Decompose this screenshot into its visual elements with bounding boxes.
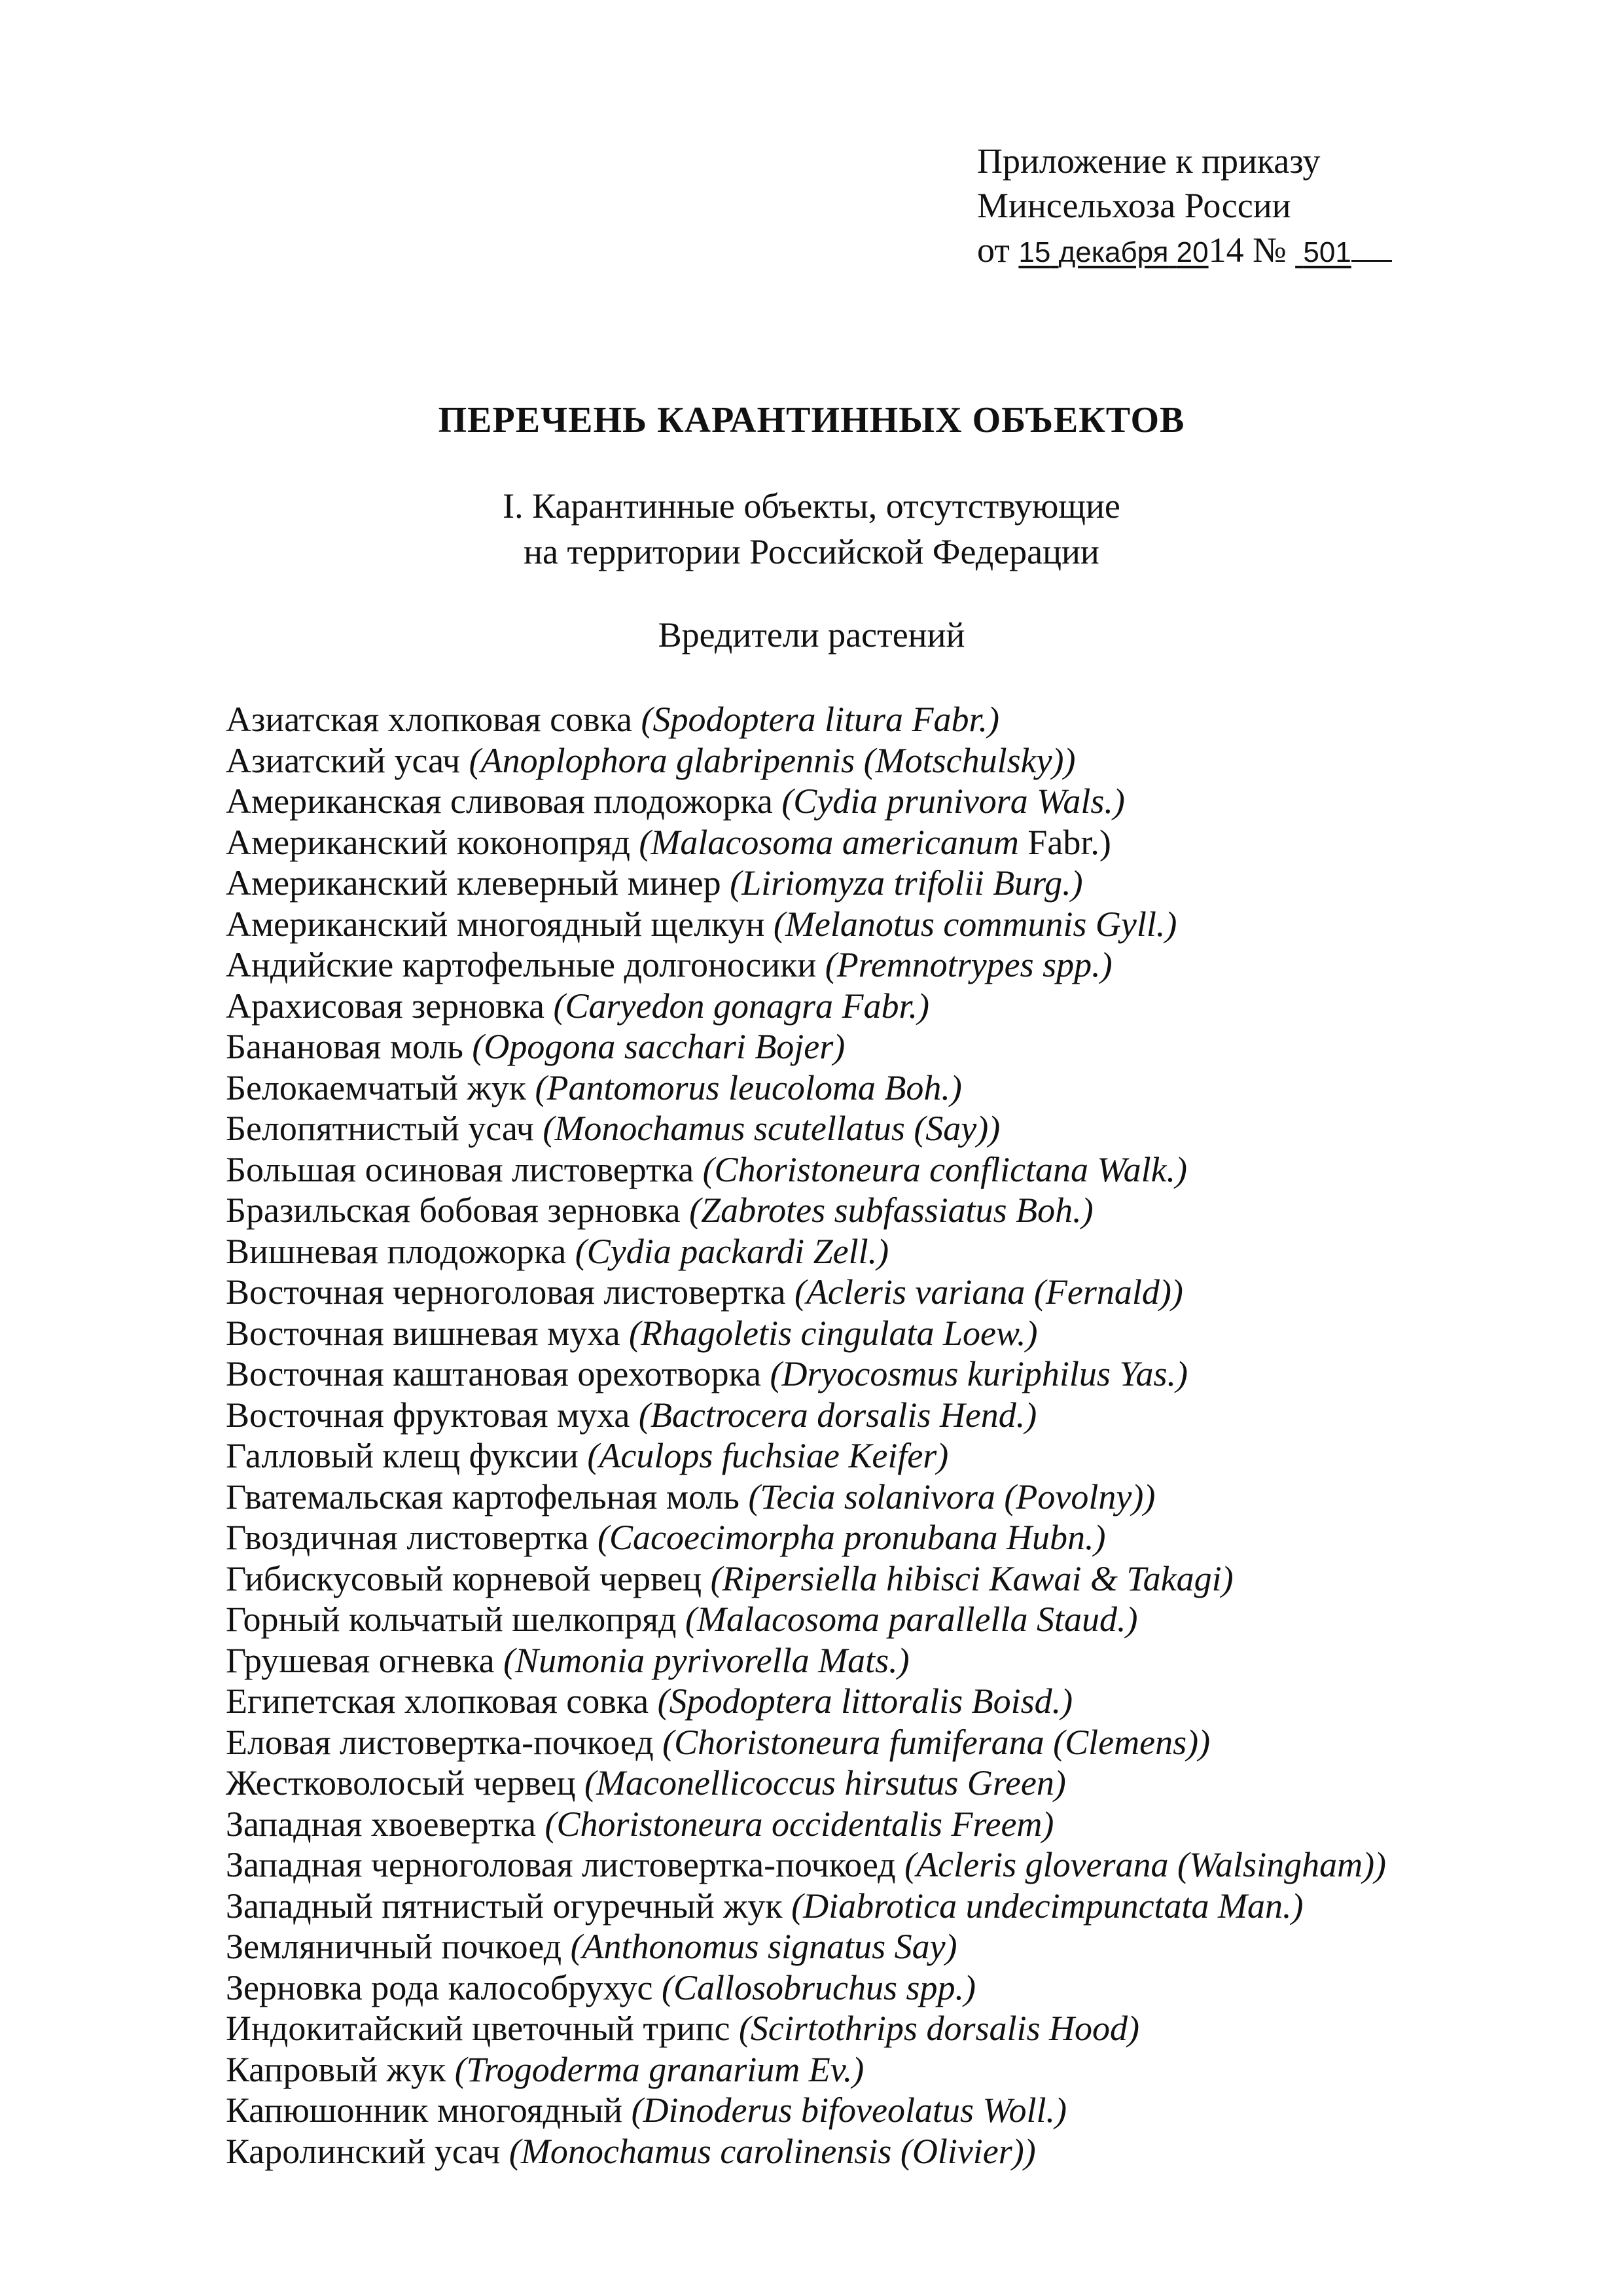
pest-latin-name: (Trogoderma granarium Ev.) [454,2049,865,2089]
list-item [226,1722,1386,1763]
pest-latin-name: (Tecia solanivora (Povolny)) [748,1477,1156,1516]
list-item [226,1640,1386,1681]
pest-common-name: Горный кольчатый шелкопряд [226,1600,677,1639]
pest-common-name: Галловый клещ фуксии [226,1436,579,1475]
list-item [226,740,1386,781]
pest-latin-name: (Bactrocera dorsalis Hend.) [638,1395,1037,1435]
pest-latin-name: (Cacoecimorpha pronubana Hubn.) [597,1518,1106,1557]
section-heading [0,483,1623,575]
annex-date-year: 20 [1176,236,1209,268]
pest-latin-name: (Melanotus communis Gyll.) [773,904,1177,944]
pest-latin-name: (Premnotrypes spp.) [825,945,1113,984]
pest-common-name: Большая осиновая листовертка [226,1149,694,1189]
pest-common-name: Бразильская бобовая зерновка [226,1191,681,1230]
list-item [226,2131,1386,2172]
pest-common-name: Еловая листовертка-почкоед [226,1722,654,1762]
list-item [226,1149,1386,1191]
pest-latin-name: (Pantomorus leucoloma Boh.) [535,1067,962,1107]
pest-common-name: Индокитайский цветочный трипс [226,2009,730,2048]
list-item [226,1354,1386,1395]
pest-common-name: Восточная фруктовая муха [226,1395,630,1435]
pest-common-name: Американская сливовая плодожорка [226,781,773,821]
pest-latin-name: (Spodoptera littoralis Boisd.) [657,1681,1073,1721]
pest-latin-name: (Monochamus scutellatus (Say)) [543,1109,1001,1148]
list-item [226,781,1386,822]
pest-common-name: Гибискусовый корневой червец [226,1558,702,1598]
pest-latin-name: (Maconellicoccus hirsutus Green) [584,1763,1066,1803]
pest-latin-name: (Numonia pyrivorella Mats.) [503,1640,910,1680]
list-item [226,699,1386,740]
pest-latin-name: (Monochamus carolinensis (Olivier)) [508,2131,1036,2171]
pest-latin-name: (Malacosoma americanum [639,822,1019,862]
pest-common-name: Каролинский усач [226,2131,501,2171]
annex-date-month: декабря [1058,236,1169,268]
pest-latin-name: (Acleris variana (Fernald)) [794,1272,1183,1312]
list-item [226,1395,1386,1436]
pest-latin-name: (Anthonomus signatus Say) [570,1927,957,1966]
list-item [226,1599,1386,1640]
document-title: ПЕРЕЧЕНЬ КАРАНТИННЫХ ОБЪЕКТОВ [438,400,1185,440]
annex-date-line [977,228,1392,275]
pest-latin-name: (Choristoneura conflictana Walk.) [702,1149,1188,1189]
list-item [226,1067,1386,1109]
list-item [226,2008,1386,2049]
pest-latin-name: (Anoplophora glabripennis (Motschulsky)) [469,740,1076,780]
list-item [226,904,1386,945]
pest-common-name: Арахисовая зерновка [226,986,545,1026]
pest-latin-name: (Dryocosmus kuriphilus Yas.) [770,1354,1188,1393]
list-item [226,1108,1386,1149]
list-item [226,1886,1386,1927]
annex-line-1: Приложение к приказу [977,141,1321,181]
pest-common-name: Зерновка рода калособрухус [226,1967,653,2007]
pest-latin-name: (Choristoneura occidentalis Freem) [544,1804,1054,1844]
pest-common-name: Белопятнистый усач [226,1109,534,1148]
pest-common-name: Западная черноголовая листовертка-почкоед [226,1845,896,1884]
pest-common-name: Земляничный почкоед [226,1927,562,1966]
list-item [226,1681,1386,1722]
section-heading-line-1: I. Карантинные объекты, отсутствующие [503,486,1120,526]
section-heading-line-2: на территории Российской Федерации [524,532,1099,571]
pest-common-name: Американский многоядный щелкун [226,904,765,944]
list-item [226,1231,1386,1272]
annex-number-underline [1351,260,1392,262]
pest-common-name: Западный пятнистый огуречный жук [226,1886,783,1926]
pest-latin-name: (Acleris gloverana (Walsingham)) [904,1845,1387,1884]
list-item [226,863,1386,904]
annex-line-2: Минсельхоза России [977,186,1291,225]
pest-author: Fabr.) [1027,822,1111,862]
pest-common-name: Восточная каштановая орехотворка [226,1354,761,1393]
list-item [226,1272,1386,1313]
annex-date-year-suffix: 14 [1208,230,1244,270]
pest-common-name: Западная хвоевертка [226,1804,537,1844]
list-item [226,1026,1386,1067]
list-item [226,1313,1386,1354]
list-item [226,1558,1386,1600]
annex-number-value: 501 [1303,236,1351,268]
pest-common-name: Капровый жук [226,2049,446,2089]
list-item [226,1190,1386,1231]
pest-common-name: Азиатская хлопковая совка [226,700,633,739]
pest-common-name: Египетская хлопковая совка [226,1681,649,1721]
pest-latin-name: (Scirtothrips dorsalis Hood) [738,2009,1139,2048]
list-item [226,1844,1386,1886]
subsection-heading: Вредители растений [658,615,965,655]
pest-common-name: Гватемальская картофельная моль [226,1477,740,1516]
pest-latin-name: (Rhagoletis cingulata Loew.) [629,1313,1038,1353]
pest-common-name: Вишневая плодожорка [226,1231,567,1271]
annex-header [977,139,1392,275]
annex-number-sign: № [1253,230,1287,270]
pest-common-name: Банановая моль [226,1027,463,1066]
pest-latin-name: (Aculops fuchsiae Keifer) [587,1436,949,1475]
annex-prefix: от [977,230,1010,270]
list-item [226,1804,1386,1845]
pest-latin-name: (Callosobruchus spp.) [661,1967,976,2007]
pest-common-name: Андийские картофельные долгоносики [226,945,817,984]
pest-latin-name: (Liriomyza trifolii Burg.) [730,863,1083,903]
list-item [226,2090,1386,2131]
pest-common-name: Американский клеверный минер [226,863,721,903]
pest-latin-name: (Diabrotica undecimpunctata Man.) [791,1886,1304,1926]
pest-latin-name: (Zabrotes subfassiatus Boh.) [689,1191,1094,1230]
list-item [226,1477,1386,1518]
annex-date [1018,236,1208,268]
pest-latin-name: (Choristoneura fumiferana (Clemens)) [662,1722,1211,1762]
pest-common-name: Восточная вишневая муха [226,1313,620,1353]
list-item [226,2049,1386,2090]
pest-common-name: Жестковолосый червец [226,1763,576,1803]
pest-common-name: Гвоздичная листовертка [226,1518,589,1557]
pest-common-name: Грушевая огневка [226,1640,495,1680]
list-item [226,944,1386,986]
list-item [226,822,1386,863]
annex-number [1295,236,1351,268]
pest-latin-name: (Spodoptera litura Fabr.) [641,700,1000,739]
list-item [226,1517,1386,1558]
pest-list [226,699,1386,2172]
pest-latin-name: (Cydia prunivora Wals.) [781,781,1125,821]
pest-common-name: Американский коконопряд [226,822,630,862]
pest-latin-name: (Dinoderus bifoveolatus Woll.) [631,2090,1067,2130]
pest-latin-name: (Opogona sacchari Bojer) [472,1027,846,1066]
pest-common-name: Белокаемчатый жук [226,1067,526,1107]
list-item [226,986,1386,1027]
pest-latin-name: (Cydia packardi Zell.) [575,1231,889,1271]
pest-latin-name: (Ripersiella hibisci Kawai & Takagi) [710,1558,1234,1598]
pest-latin-name: (Caryedon gonagra Fabr.) [553,986,929,1026]
list-item [226,1435,1386,1477]
annex-date-day: 15 [1018,236,1051,268]
pest-common-name: Восточная черноголовая листовертка [226,1272,786,1312]
list-item [226,1763,1386,1804]
pest-latin-name: (Malacosoma parallella Staud.) [685,1600,1138,1639]
pest-common-name: Капюшонник многоядный [226,2090,623,2130]
list-item [226,1967,1386,2009]
pest-common-name: Азиатский усач [226,740,461,780]
list-item [226,1926,1386,1967]
